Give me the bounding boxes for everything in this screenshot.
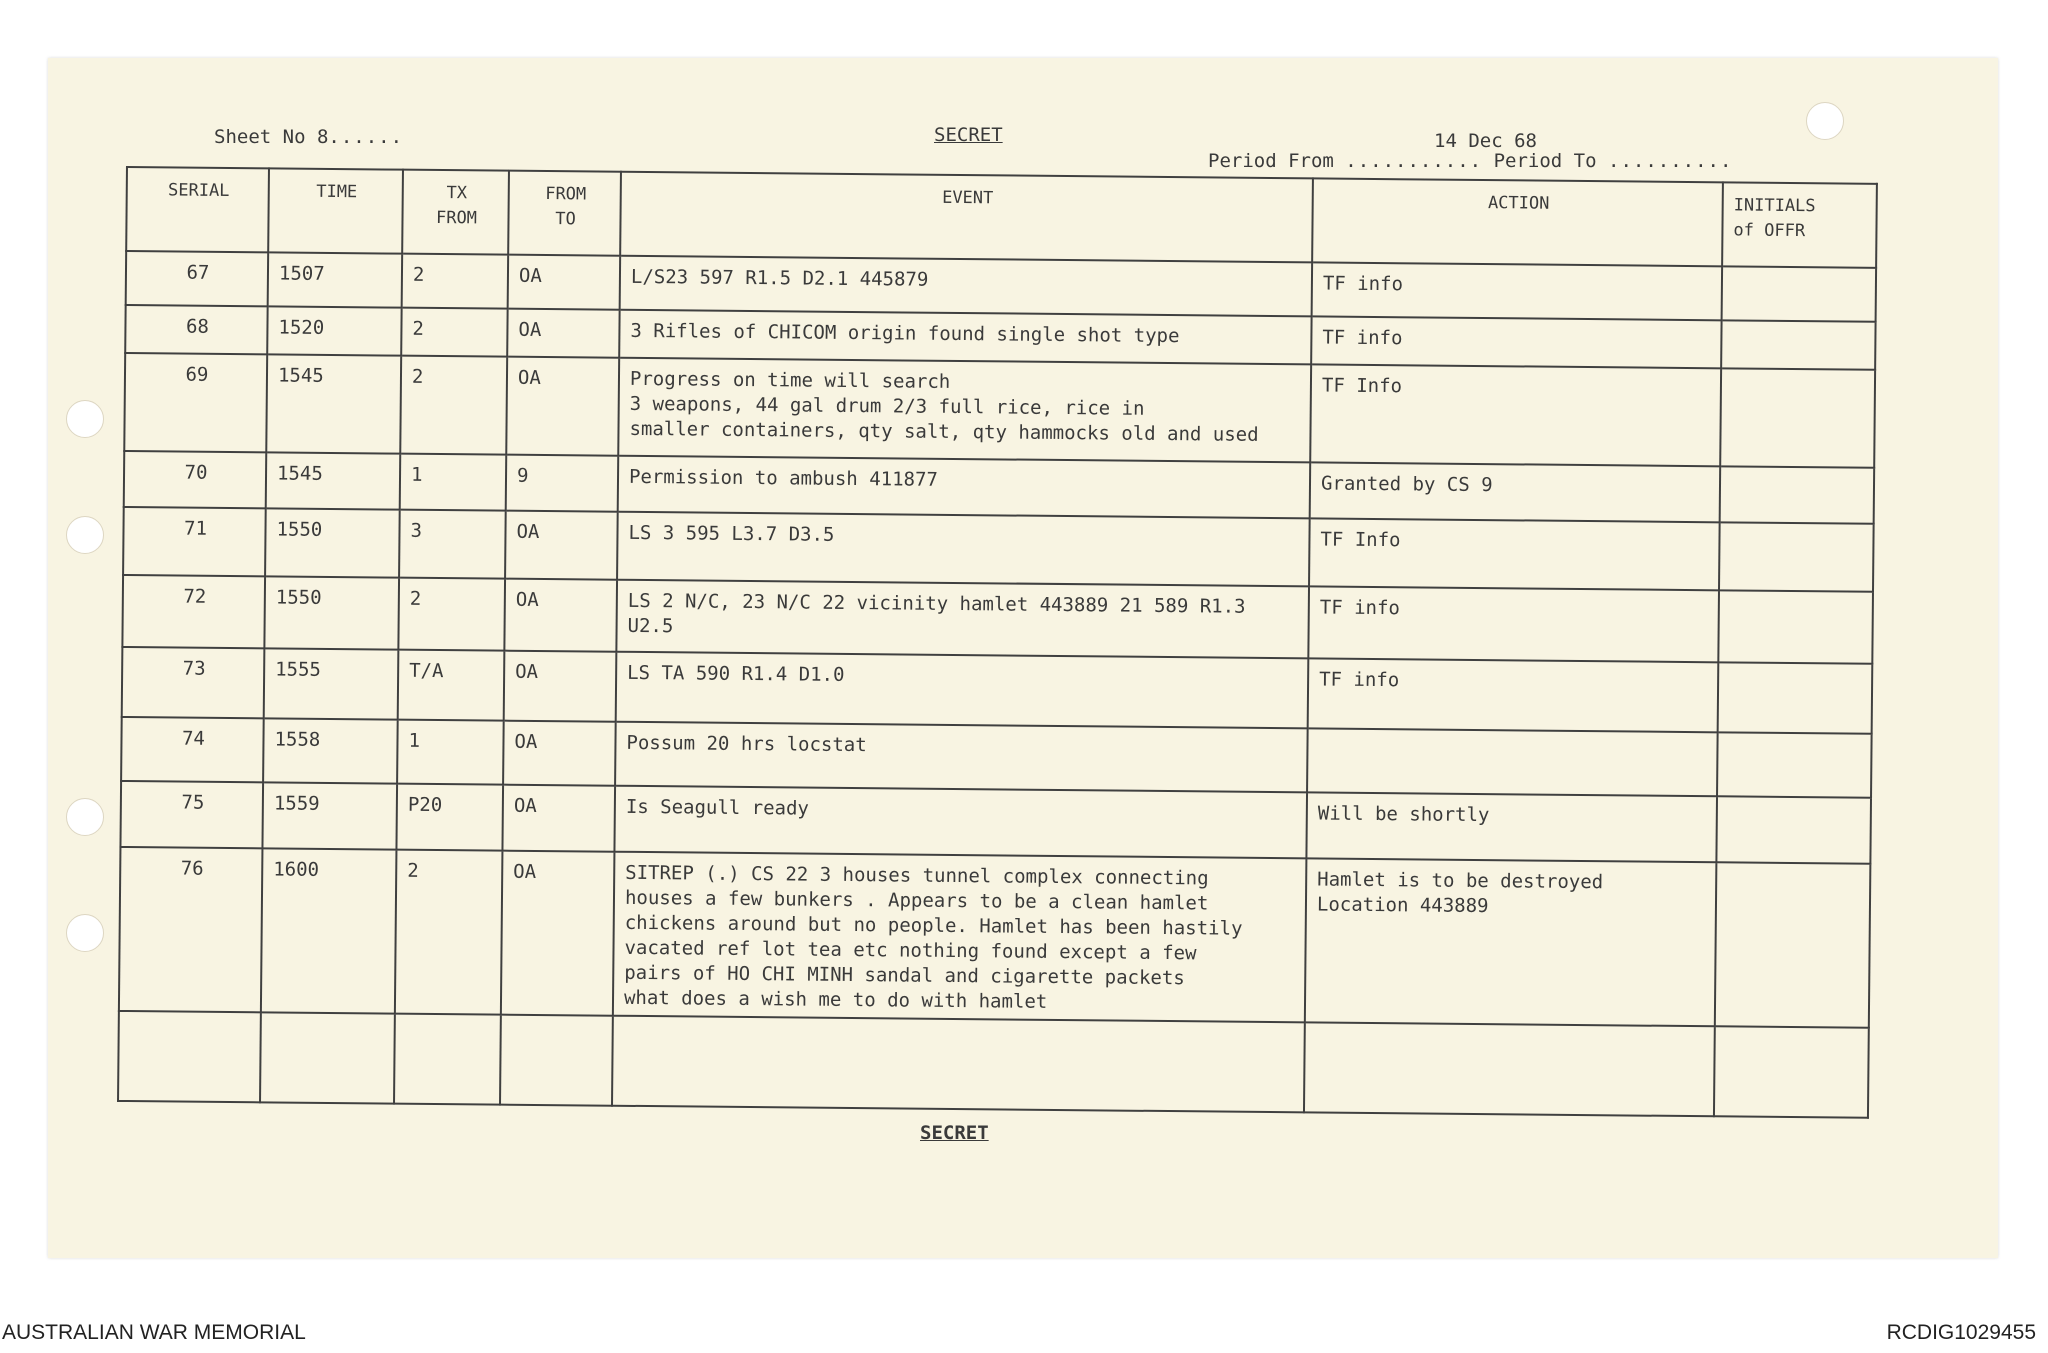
col-from: [402, 170, 509, 255]
cell-serial: 76: [119, 847, 263, 1012]
period-date: 14 Dec 68: [1434, 130, 1537, 152]
cell-serial: 72: [122, 575, 265, 648]
col-action: ACTION: [1312, 178, 1723, 266]
cell-to: OA: [502, 785, 615, 852]
cell-serial: 71: [123, 507, 266, 576]
cell-serial: 73: [122, 647, 265, 718]
cell-serial: 70: [124, 451, 267, 508]
col-from-label: FROM: [435, 207, 478, 229]
cell-initials: [1715, 862, 1871, 1027]
cell-initials: [1716, 796, 1871, 863]
col-serial: SERIAL: [126, 167, 269, 252]
cell-blank: [118, 1011, 261, 1102]
classification-top: SECRET: [934, 124, 1003, 146]
log-sheet: [48, 58, 1998, 1258]
cell-to: OA: [503, 721, 616, 786]
cell-initials: [1722, 266, 1877, 321]
cell-action: TF info: [1308, 658, 1719, 732]
cell-action: Hamlet is to be destroyed Location 443889: [1305, 858, 1717, 1026]
cell-initials: [1720, 466, 1875, 523]
cell-from: 1: [400, 454, 507, 511]
cell-serial: 74: [121, 717, 264, 782]
cell-blank: [612, 1016, 1305, 1113]
punch-hole: [1806, 102, 1844, 140]
cell-event: Is Seagull ready: [614, 786, 1307, 859]
table-row: [124, 353, 1875, 468]
cell-initials: [1717, 732, 1872, 797]
col-from-struck: TX: [446, 183, 468, 204]
cell-action: TF info: [1311, 316, 1721, 368]
cell-from: 3: [399, 510, 506, 579]
col-to-label: TO: [555, 209, 576, 230]
cell-from: 1: [397, 720, 504, 785]
cell-blank: [1714, 1026, 1869, 1117]
cell-event: Permission to ambush 411877: [618, 456, 1311, 519]
cell-to: OA: [504, 651, 617, 722]
cell-serial: 75: [120, 781, 263, 848]
col-initials: INITIALS of OFFR: [1722, 182, 1877, 267]
catalogue-id: RCDIG1029455: [1886, 1321, 2036, 1344]
cell-from: 2: [400, 356, 507, 455]
cell-time: 1559: [262, 782, 397, 849]
cell-from: 2: [401, 308, 507, 357]
cell-time: 1545: [266, 452, 401, 509]
cell-event: LS 2 N/C, 23 N/C 22 vicinity hamlet 443889 21 589 R1.3 U2.5: [616, 580, 1309, 659]
cell-blank: [500, 1015, 613, 1106]
cell-action: [1307, 728, 1718, 796]
cell-time: 1545: [266, 354, 401, 453]
cell-blank: [1304, 1022, 1715, 1116]
cell-from: 2: [402, 254, 509, 309]
cell-time: 1507: [268, 252, 403, 307]
punch-hole: [66, 798, 104, 836]
punch-hole: [66, 516, 104, 554]
cell-to: OA: [501, 851, 615, 1016]
cell-from: P20: [396, 784, 503, 851]
cell-time: 1555: [264, 648, 399, 719]
cell-from: 2: [395, 850, 503, 1015]
punch-hole: [66, 914, 104, 952]
cell-action: TF info: [1308, 586, 1719, 662]
cell-serial: 68: [125, 305, 267, 354]
period-line: Period From ........... Period To ..........: [1208, 150, 1733, 172]
cell-to: OA: [505, 511, 618, 580]
sheet-number: Sheet No 8......: [214, 126, 404, 148]
cell-initials: [1721, 320, 1875, 369]
sheet-label: Sheet No: [214, 126, 306, 148]
cell-to: OA: [507, 309, 619, 358]
cell-action: Granted by CS 9: [1310, 462, 1721, 522]
table-row-blank: [118, 1011, 1869, 1118]
col-to: [508, 171, 621, 256]
col-event: EVENT: [620, 172, 1313, 263]
cell-initials: [1719, 522, 1874, 591]
cell-event: SITREP (.) CS 22 3 houses tunnel complex connecting houses a few bunkers . Appears to be a clean hamlet chickens around but no people. Hamlet has been hastily vacated ref lot tea etc nothing found except a few pairs of HO CHI MINH sandal and cigarette packets what does a wish me to do with hamlet: [613, 852, 1307, 1023]
cell-action: Will be shortly: [1306, 792, 1717, 862]
cell-serial: 69: [124, 353, 267, 452]
col-time: TIME: [268, 168, 403, 253]
cell-action: TF info: [1312, 262, 1722, 320]
classification-bottom: SECRET: [920, 1122, 989, 1144]
period-from-label: Period From: [1208, 150, 1334, 172]
cell-event: Progress on time will search 3 weapons, 44 gal drum 2/3 full rice, rice in smaller containers, qty salt, qty hammocks old and used: [618, 358, 1311, 463]
cell-time: 1550: [264, 576, 399, 649]
cell-time: 1558: [263, 718, 398, 783]
punch-hole: [66, 400, 104, 438]
cell-blank: [260, 1012, 395, 1103]
cell-event: L/S23 597 R1.5 D2.1 445879: [620, 256, 1312, 317]
period-to-label: Period To: [1493, 150, 1597, 172]
table-body: [118, 251, 1876, 1118]
cell-from: T/A: [398, 650, 505, 721]
cell-to: OA: [508, 255, 621, 310]
cell-time: 1520: [267, 306, 401, 355]
cell-to: OA: [504, 579, 617, 652]
table-row: [119, 847, 1870, 1028]
cell-event: Possum 20 hrs locstat: [615, 722, 1308, 793]
cell-event: 3 Rifles of CHICOM origin found single shot type: [619, 310, 1311, 365]
cell-initials: [1720, 368, 1875, 467]
cell-time: 1600: [261, 848, 397, 1013]
cell-blank: [394, 1014, 501, 1105]
cell-time: 1550: [265, 508, 400, 577]
cell-event: LS TA 590 R1.4 D1.0: [616, 652, 1309, 729]
cell-action: TF Info: [1310, 364, 1721, 466]
cell-event: LS 3 595 L3.7 D3.5: [617, 512, 1310, 587]
cell-serial: 67: [126, 251, 269, 306]
cell-initials: [1718, 590, 1873, 663]
col-to-struck: FROM: [545, 184, 587, 205]
cell-action: TF Info: [1309, 518, 1720, 590]
log-table: [117, 166, 1878, 1119]
sheet-no-value: 8: [316, 126, 329, 148]
cell-initials: [1718, 662, 1873, 733]
cell-to: OA: [506, 357, 619, 456]
institution-label: AUSTRALIAN WAR MEMORIAL: [2, 1321, 306, 1344]
cell-to: 9: [506, 455, 619, 512]
cell-from: 2: [398, 578, 505, 651]
